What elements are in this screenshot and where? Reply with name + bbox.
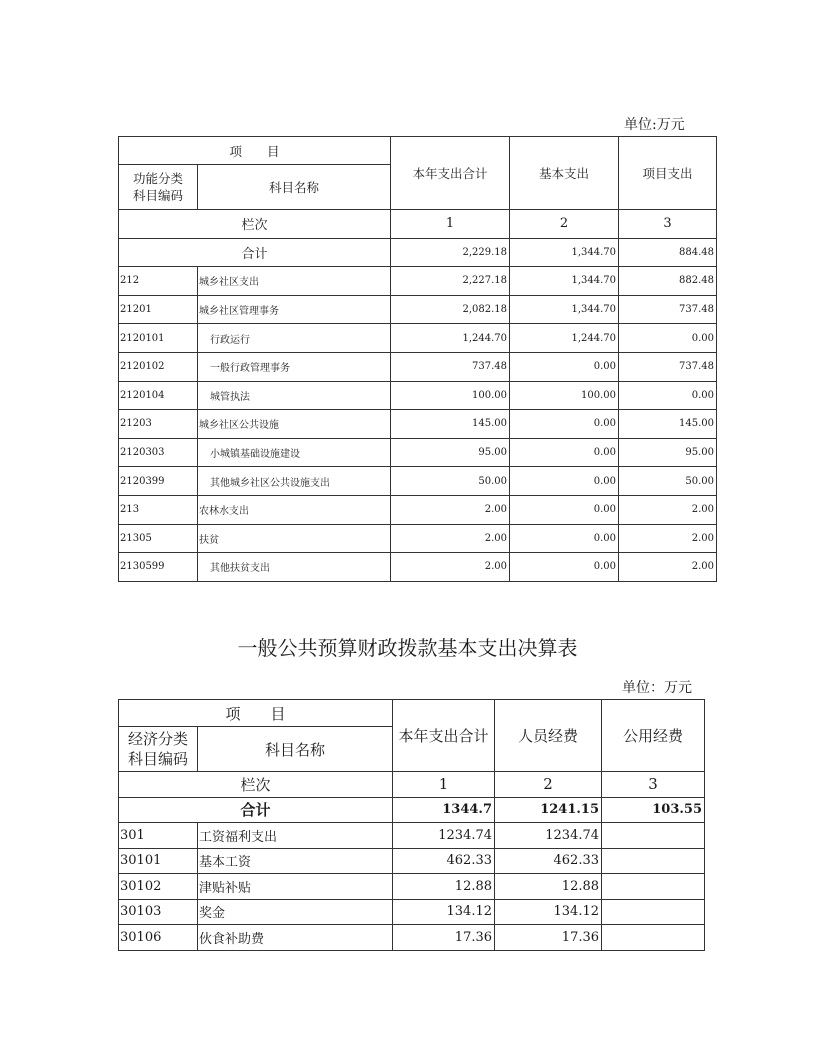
row-total: 737.48 <box>391 352 510 381</box>
table-row <box>119 524 717 553</box>
total2-label: 合计 <box>119 797 393 823</box>
lanci-1: 1 <box>391 210 510 239</box>
row-name: 城乡社区公共设施 <box>198 410 391 439</box>
row-code: 2120399 <box>119 467 198 496</box>
row-code: 212 <box>119 267 198 296</box>
header-code: 功能分类 科目编码 <box>119 165 198 210</box>
row-public <box>602 823 705 849</box>
row-code: 30101 <box>119 848 198 874</box>
total2-public: 103.55 <box>602 797 705 823</box>
row-basic: 0.00 <box>510 553 619 582</box>
row-name: 扶贫 <box>198 524 391 553</box>
row-project: 882.48 <box>619 267 717 296</box>
row-public <box>602 925 705 951</box>
row-name: 伙食补助费 <box>198 925 393 951</box>
table-row <box>119 352 717 381</box>
row-name: 行政运行 <box>198 324 391 353</box>
table-row <box>119 295 717 324</box>
table-row <box>119 467 717 496</box>
row-total: 12.88 <box>393 874 495 900</box>
row-total: 95.00 <box>391 438 510 467</box>
unit-label-2: 单位：万元 <box>622 680 692 696</box>
header-name: 科目名称 <box>198 165 391 210</box>
unit-label-1: 单位:万元 <box>624 117 685 133</box>
row-name: 津贴补贴 <box>198 874 393 900</box>
total2-sum: 1344.7 <box>393 797 495 823</box>
basic-expenditure-table <box>118 699 705 951</box>
lanci2-3: 3 <box>602 772 705 798</box>
row-code: 30103 <box>119 899 198 925</box>
row-name: 工资福利支出 <box>198 823 393 849</box>
header-basic: 基本支出 <box>510 137 619 210</box>
lanci-2: 2 <box>510 210 619 239</box>
table-row <box>119 438 717 467</box>
lanci2-2: 2 <box>495 772 602 798</box>
row-code: 2120101 <box>119 324 198 353</box>
row-name: 城乡社区管理事务 <box>198 295 391 324</box>
row-public <box>602 874 705 900</box>
header2-total: 本年支出合计 <box>393 700 495 772</box>
row-code: 2120102 <box>119 352 198 381</box>
row-name: 其他城乡社区公共设施支出 <box>198 467 391 496</box>
row-name: 小城镇基础设施建设 <box>198 438 391 467</box>
row-total: 462.33 <box>393 848 495 874</box>
row-code: 301 <box>119 823 198 849</box>
table-row <box>119 267 717 296</box>
total-basic: 1,344.70 <box>510 238 619 267</box>
table-row <box>119 925 705 951</box>
table-row <box>119 874 705 900</box>
header2-public: 公用经费 <box>602 700 705 772</box>
header2-name: 科目名称 <box>198 727 393 772</box>
row-project: 2.00 <box>619 524 717 553</box>
row-total: 2.00 <box>391 524 510 553</box>
row-name: 城乡社区支出 <box>198 267 391 296</box>
table-row <box>119 823 705 849</box>
row-project: 95.00 <box>619 438 717 467</box>
row-basic: 0.00 <box>510 495 619 524</box>
row-project: 0.00 <box>619 324 717 353</box>
header-project: 项 目 <box>119 137 391 165</box>
row-total: 100.00 <box>391 381 510 410</box>
row-project: 737.48 <box>619 352 717 381</box>
row-code: 21305 <box>119 524 198 553</box>
row-total: 2.00 <box>391 553 510 582</box>
table2-title: 一般公共预算财政拨款基本支出决算表 <box>237 636 578 660</box>
row-name: 城管执法 <box>198 381 391 410</box>
row-name: 农林水支出 <box>198 495 391 524</box>
row-total: 2,227.18 <box>391 267 510 296</box>
lanci2-1: 1 <box>393 772 495 798</box>
row-total: 2.00 <box>391 495 510 524</box>
lanci-3: 3 <box>619 210 717 239</box>
row-basic: 0.00 <box>510 524 619 553</box>
row-code: 21201 <box>119 295 198 324</box>
row-project: 0.00 <box>619 381 717 410</box>
row-code: 2120104 <box>119 381 198 410</box>
header-project-exp: 项目支出 <box>619 137 717 210</box>
row-project: 737.48 <box>619 295 717 324</box>
row-personnel: 17.36 <box>495 925 602 951</box>
table-row <box>119 553 717 582</box>
lanci-label: 栏次 <box>119 210 391 239</box>
row-code: 21203 <box>119 410 198 439</box>
row-basic: 1,244.70 <box>510 324 619 353</box>
row-personnel: 12.88 <box>495 874 602 900</box>
row-public <box>602 899 705 925</box>
row-name: 基本工资 <box>198 848 393 874</box>
row-project: 50.00 <box>619 467 717 496</box>
row-basic: 100.00 <box>510 381 619 410</box>
row-personnel: 134.12 <box>495 899 602 925</box>
row-project: 2.00 <box>619 553 717 582</box>
total2-personnel: 1241.15 <box>495 797 602 823</box>
row-code: 213 <box>119 495 198 524</box>
row-total: 1234.74 <box>393 823 495 849</box>
row-total: 1,244.70 <box>391 324 510 353</box>
row-personnel: 1234.74 <box>495 823 602 849</box>
table-row <box>119 848 705 874</box>
function-expenditure-table <box>118 136 717 582</box>
table-row <box>119 410 717 439</box>
row-code: 30102 <box>119 874 198 900</box>
row-public <box>602 848 705 874</box>
header-total: 本年支出合计 <box>391 137 510 210</box>
row-project: 145.00 <box>619 410 717 439</box>
total-project: 884.48 <box>619 238 717 267</box>
total-label: 合计 <box>119 238 391 267</box>
row-code: 2130599 <box>119 553 198 582</box>
row-basic: 1,344.70 <box>510 267 619 296</box>
row-total: 17.36 <box>393 925 495 951</box>
row-basic: 0.00 <box>510 438 619 467</box>
row-name: 其他扶贫支出 <box>198 553 391 582</box>
row-basic: 0.00 <box>510 352 619 381</box>
row-total: 50.00 <box>391 467 510 496</box>
row-total: 145.00 <box>391 410 510 439</box>
table-row <box>119 495 717 524</box>
row-personnel: 462.33 <box>495 848 602 874</box>
table-row <box>119 381 717 410</box>
row-basic: 0.00 <box>510 467 619 496</box>
header2-code: 经济分类 科目编码 <box>119 727 198 772</box>
row-code: 30106 <box>119 925 198 951</box>
row-name: 一般行政管理事务 <box>198 352 391 381</box>
row-project: 2.00 <box>619 495 717 524</box>
table-row <box>119 324 717 353</box>
lanci2-label: 栏次 <box>119 772 393 798</box>
row-basic: 1,344.70 <box>510 295 619 324</box>
header2-project: 项 目 <box>119 700 393 727</box>
row-basic: 0.00 <box>510 410 619 439</box>
total-sum: 2,229.18 <box>391 238 510 267</box>
row-name: 奖金 <box>198 899 393 925</box>
row-total: 134.12 <box>393 899 495 925</box>
row-total: 2,082.18 <box>391 295 510 324</box>
table-row <box>119 899 705 925</box>
row-code: 2120303 <box>119 438 198 467</box>
header2-personnel: 人员经费 <box>495 700 602 772</box>
